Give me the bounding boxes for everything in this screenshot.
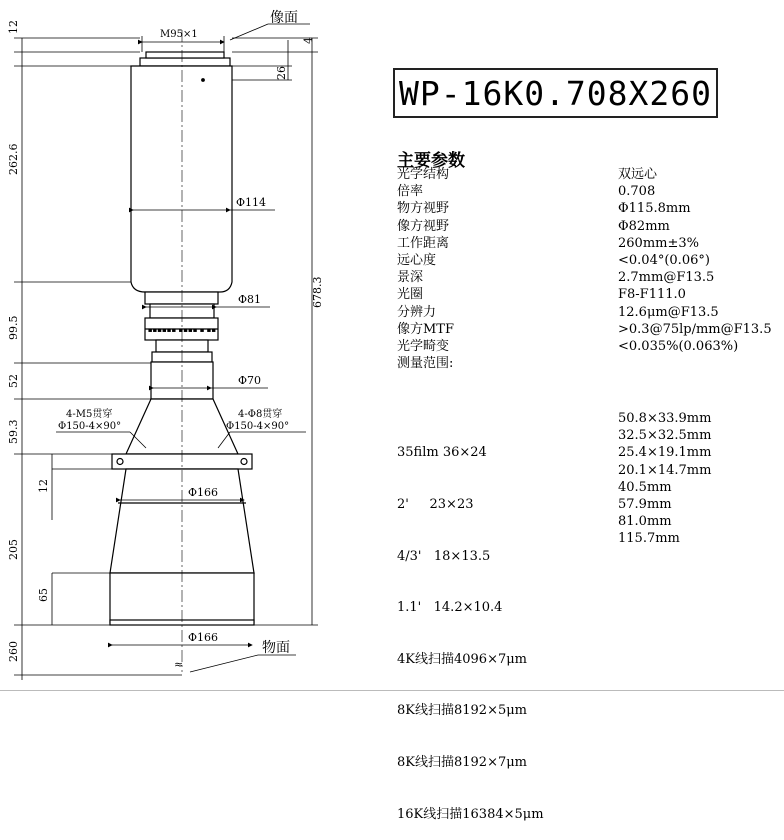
format-label: 2' 23×23: [397, 497, 474, 512]
spec-label: 远心度: [397, 252, 437, 268]
spec-label: 光圈: [397, 287, 424, 303]
dia-81-label: Φ81: [238, 293, 262, 306]
spec-label: 倍率: [397, 184, 424, 200]
dim-678-3: 678.3: [311, 276, 324, 308]
spec-label: 像方视野: [397, 218, 450, 234]
format-labels: [397, 410, 544, 840]
spec-label: 像方MTF: [397, 321, 455, 337]
spec-label: 分辨力: [397, 304, 437, 320]
dia-70-label: Φ70: [238, 374, 262, 387]
spec-value: <0.035%(0.063%): [618, 338, 739, 354]
format-label: 4K线扫描4096×7μm: [397, 651, 528, 667]
format-value: 25.4×19.1mm: [618, 445, 712, 461]
holes-left-line1: 4-M5贯穿: [66, 409, 113, 420]
format-value: 115.7mm: [618, 531, 680, 547]
spec-value: 双远心: [618, 167, 658, 182]
holes-left-line2: Φ150-4×90°: [58, 421, 122, 432]
spec-value: 260mm±3%: [618, 235, 699, 251]
format-value: 32.5×32.5mm: [618, 428, 712, 444]
format-label: 8K线扫描8192×7μm: [397, 754, 528, 770]
format-label: 35film 36×24: [397, 445, 487, 461]
object-plane-label: 物面: [262, 640, 290, 656]
spec-label: 光学畸变: [397, 338, 450, 354]
spec-label: 景深: [397, 270, 424, 286]
format-value: 81.0mm: [618, 514, 672, 530]
specs-title: 主要参数: [397, 151, 465, 171]
dim-26: 26: [275, 66, 288, 80]
image-plane-label: 像面: [270, 10, 298, 26]
break-mark: ≈: [174, 658, 184, 671]
spec-values: [618, 166, 772, 372]
spec-value: 12.6μm@F13.5: [618, 304, 719, 320]
format-value: 50.8×33.9mm: [618, 411, 712, 426]
dim-65: 65: [37, 588, 50, 602]
holes-right-line2: Φ150-4×90°: [226, 421, 290, 432]
dim-top-12: 12: [7, 20, 20, 34]
spec-label: 物方视野: [397, 201, 450, 217]
format-label: 1.1' 14.2×10.4: [397, 600, 503, 616]
dia-166-b-label: Φ166: [188, 631, 219, 644]
model-title-box: [393, 68, 718, 118]
format-values: [618, 410, 711, 548]
dim-59-3: 59.3: [7, 419, 20, 444]
format-value: 57.9mm: [618, 496, 672, 512]
dia-166-a-label: Φ166: [188, 486, 219, 499]
format-label: 8K线扫描8192×5μm: [397, 703, 528, 719]
spec-label: 工作距离: [397, 235, 450, 251]
dim-262-6: 262.6: [7, 143, 20, 175]
left-dimension-labels: [7, 20, 50, 662]
dim-4: 4: [302, 37, 315, 44]
format-label: 4/3' 18×13.5: [397, 548, 491, 564]
format-label: 16K线扫描16384×5μm: [397, 806, 544, 822]
object-plane-leader: [190, 655, 296, 672]
dim-205: 205: [7, 539, 20, 560]
holes-right-line1: 4-Φ8贯穿: [238, 409, 283, 420]
model-title: WP-16K0.708X260: [398, 73, 712, 113]
spec-label: 光学结构: [397, 167, 450, 182]
right-dimension-labels: [275, 37, 324, 308]
dim-12-flange: 12: [37, 479, 50, 493]
svg-text:▪▪▪▪▪▪ ▪▪▪▪ ▪ ▪▪: ▪▪▪▪▪▪ ▪▪▪▪ ▪ ▪▪: [147, 326, 217, 334]
bottom-divider: [0, 690, 784, 691]
spec-value: Φ82mm: [618, 218, 670, 234]
spec-value: Φ115.8mm: [618, 201, 691, 217]
format-value: 20.1×14.7mm: [618, 462, 712, 478]
spec-value: F8-F111.0: [618, 287, 686, 303]
dim-99-5: 99.5: [7, 315, 20, 340]
dim-52: 52: [7, 374, 20, 388]
spec-value: 2.7mm@F13.5: [618, 270, 715, 286]
spec-value: [618, 355, 772, 372]
spec-value: <0.04°(0.06°): [618, 252, 710, 268]
format-value: 40.5mm: [618, 479, 672, 495]
spec-value: >0.3@75lp/mm@F13.5: [618, 321, 772, 337]
dia-114-label: Φ114: [236, 196, 267, 209]
dim-260: 260: [7, 641, 20, 662]
thread-label: M95×1: [160, 29, 198, 40]
spec-value: 0.708: [618, 184, 656, 200]
spec-label: 测量范围:: [397, 356, 454, 372]
lens-technical-drawing: [0, 0, 390, 690]
spec-labels: [397, 166, 454, 372]
